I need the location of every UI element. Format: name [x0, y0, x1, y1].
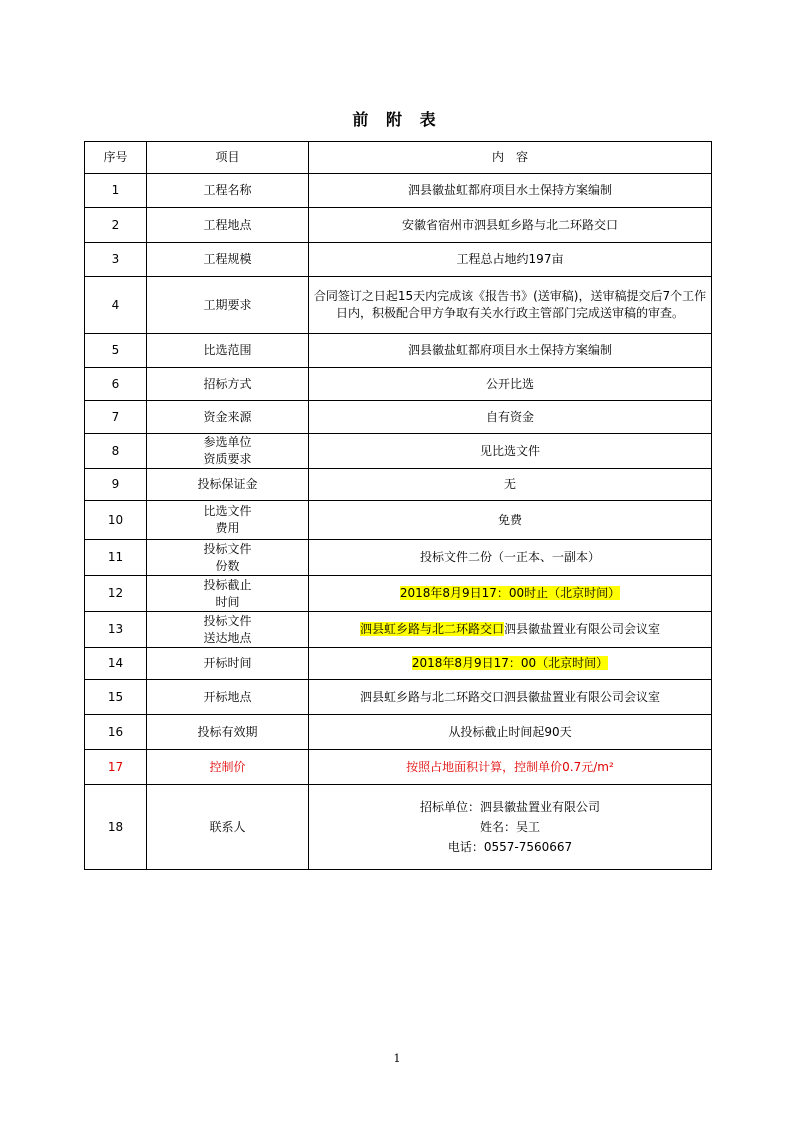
contact-line: 招标单位：泗县徽盐置业有限公司	[419, 800, 600, 814]
row-number: 12	[85, 576, 147, 612]
table-row	[85, 680, 712, 715]
row-item-line: 招标方式	[203, 376, 252, 391]
table-header-row	[85, 142, 712, 174]
table-row	[85, 612, 712, 648]
row-item-line: 时间	[215, 594, 240, 609]
row-number: 16	[85, 715, 147, 750]
row-item	[147, 648, 309, 680]
content-text: 免费	[497, 512, 522, 527]
content-text: 投标文件二份（一正本、一副本）	[419, 550, 600, 564]
highlighted-text: 2018年8月9日17：00（北京时间）	[411, 656, 609, 670]
row-item	[147, 785, 309, 870]
content-text: 自有资金	[485, 409, 534, 424]
row-content	[309, 368, 712, 401]
row-number: 1	[85, 174, 147, 208]
row-item-line: 开标地点	[203, 689, 252, 704]
table-row	[85, 334, 712, 368]
header-no: 序号	[85, 142, 147, 174]
row-number: 8	[85, 434, 147, 469]
row-item-line: 工程地点	[203, 217, 252, 232]
row-number: 18	[85, 785, 147, 870]
highlighted-text: 泗县虹乡路与北二环路交口	[359, 622, 504, 636]
highlighted-text: 2018年8月9日17：00时止（北京时间）	[399, 586, 621, 600]
row-item	[147, 434, 309, 469]
row-number: 7	[85, 401, 147, 434]
row-content	[309, 648, 712, 680]
row-content	[309, 469, 712, 501]
row-number: 10	[85, 501, 147, 540]
header-content: 内 容	[309, 142, 712, 174]
row-item-line: 控制价	[209, 759, 246, 774]
row-content	[309, 680, 712, 715]
content-text: 公开比选	[485, 376, 534, 391]
row-item-line: 比选范围	[203, 343, 252, 357]
row-content	[309, 785, 712, 870]
row-item	[147, 540, 309, 576]
row-item-line: 投标有效期	[197, 724, 258, 739]
row-item	[147, 750, 309, 785]
row-content	[309, 750, 712, 785]
row-number: 11	[85, 540, 147, 576]
row-content	[309, 501, 712, 540]
table-row	[85, 750, 712, 785]
row-content	[309, 174, 712, 208]
page-number: 1	[393, 1052, 401, 1065]
row-item	[147, 715, 309, 750]
row-item	[147, 368, 309, 401]
table-row	[85, 401, 712, 434]
table-row	[85, 501, 712, 540]
row-item-line: 投标文件	[203, 541, 252, 556]
contact-line: 姓名：吴工	[479, 820, 540, 834]
table-row	[85, 243, 712, 277]
row-item-line: 参选单位	[203, 435, 252, 449]
row-item-line: 投标保证金	[197, 477, 258, 491]
header-item: 项目	[147, 142, 309, 174]
content-text: 无	[503, 477, 516, 491]
table-row	[85, 576, 712, 612]
row-item-line: 工期要求	[203, 297, 252, 312]
row-number: 15	[85, 680, 147, 715]
table-row	[85, 540, 712, 576]
row-number: 3	[85, 243, 147, 277]
content-text: 见比选文件	[479, 443, 540, 458]
table-row	[85, 277, 712, 334]
table-row	[85, 785, 712, 870]
row-item	[147, 174, 309, 208]
row-item	[147, 243, 309, 277]
table-row	[85, 648, 712, 680]
content-text: 泗县虹乡路与北二环路交口泗县徽盐置业有限公司会议室	[359, 689, 660, 704]
table-row	[85, 174, 712, 208]
appendix-table	[84, 141, 712, 870]
document-title: 前 附 表	[352, 110, 442, 129]
row-content	[309, 612, 712, 648]
row-number: 5	[85, 334, 147, 368]
content-text: 按照占地面积计算，控制单价0.7元/m²	[406, 759, 614, 774]
row-number: 13	[85, 612, 147, 648]
row-item-line: 送达地点	[203, 630, 252, 645]
table-row	[85, 208, 712, 243]
row-content	[309, 434, 712, 469]
row-number: 17	[85, 750, 147, 785]
row-content	[309, 576, 712, 612]
content-text: 泗县徽盐虹都府项目水土保持方案编制	[407, 343, 612, 357]
row-item	[147, 277, 309, 334]
row-content	[309, 401, 712, 434]
content-text: 工程总占地约197亩	[456, 252, 564, 266]
table-row	[85, 368, 712, 401]
row-number: 2	[85, 208, 147, 243]
row-item	[147, 680, 309, 715]
row-content	[309, 715, 712, 750]
row-item	[147, 576, 309, 612]
row-item-line: 工程规模	[203, 252, 252, 266]
row-item-line: 投标截止	[203, 577, 252, 592]
row-item-line: 工程名称	[203, 183, 252, 197]
row-content	[309, 334, 712, 368]
row-item	[147, 501, 309, 540]
table-row	[85, 715, 712, 750]
row-item-line: 费用	[215, 521, 240, 535]
row-item	[147, 334, 309, 368]
row-content	[309, 243, 712, 277]
row-item	[147, 612, 309, 648]
row-item	[147, 469, 309, 501]
row-item-line: 投标文件	[203, 613, 252, 628]
table-row	[85, 469, 712, 501]
row-item-line: 开标时间	[203, 656, 252, 670]
row-number: 4	[85, 277, 147, 334]
content-text: 泗县徽盐置业有限公司会议室	[504, 622, 661, 636]
row-content	[309, 277, 712, 334]
row-item-line: 联系人	[209, 819, 246, 834]
row-content	[309, 208, 712, 243]
row-item-line: 比选文件	[203, 504, 252, 518]
row-item-line: 资金来源	[203, 409, 252, 424]
content-text: 安徽省宿州市泗县虹乡路与北二环路交口	[401, 217, 618, 232]
content-text: 泗县徽盐虹都府项目水土保持方案编制	[407, 183, 612, 197]
row-item-line: 资质要求	[203, 452, 252, 466]
row-content	[309, 540, 712, 576]
row-item	[147, 208, 309, 243]
row-item-line: 份数	[215, 558, 240, 573]
row-item	[147, 401, 309, 434]
contact-line: 电话：0557-7560667	[447, 840, 573, 854]
row-number: 9	[85, 469, 147, 501]
row-number: 6	[85, 368, 147, 401]
row-number: 14	[85, 648, 147, 680]
content-text: 合同签订之日起15天内完成该《报告书》(送审稿)，送审稿提交后7个工作日内，积极配合甲方争取有关水行政主管部门完成送审稿的审查。	[313, 289, 707, 320]
content-text: 从投标截止时间起90天	[448, 724, 572, 739]
table-row	[85, 434, 712, 469]
